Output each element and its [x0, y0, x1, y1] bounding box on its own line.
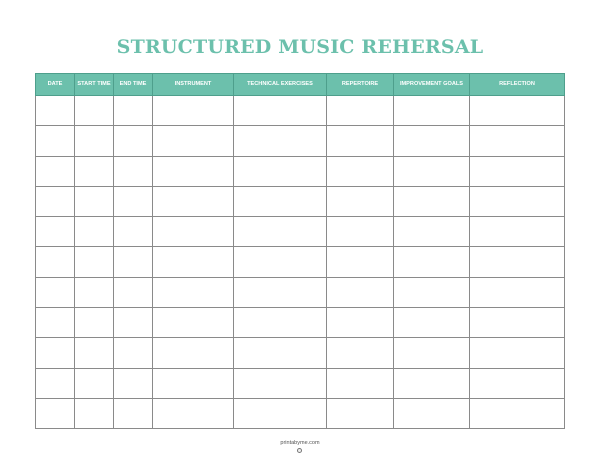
table-cell[interactable] — [327, 368, 394, 398]
table-cell[interactable] — [470, 96, 565, 126]
footer-site-text: printabyme.com — [280, 440, 320, 446]
table-cell[interactable] — [327, 156, 394, 186]
table-cell[interactable] — [75, 247, 114, 277]
table-body — [36, 96, 565, 429]
table-cell[interactable] — [394, 247, 470, 277]
table-row — [36, 277, 565, 307]
table-cell[interactable] — [153, 96, 234, 126]
table-cell[interactable] — [36, 217, 75, 247]
table-cell[interactable] — [327, 186, 394, 216]
table-cell[interactable] — [394, 96, 470, 126]
table-cell[interactable] — [114, 338, 153, 368]
table-cell[interactable] — [36, 186, 75, 216]
table-cell[interactable] — [234, 217, 327, 247]
table-cell[interactable] — [234, 96, 327, 126]
table-cell[interactable] — [327, 96, 394, 126]
table-cell[interactable] — [36, 398, 75, 428]
table-cell[interactable] — [394, 126, 470, 156]
table-cell[interactable] — [114, 308, 153, 338]
table-cell[interactable] — [234, 368, 327, 398]
table-cell[interactable] — [394, 398, 470, 428]
table-row — [36, 96, 565, 126]
table-cell[interactable] — [36, 277, 75, 307]
table-cell[interactable] — [470, 338, 565, 368]
table-cell[interactable] — [114, 277, 153, 307]
table-cell[interactable] — [470, 126, 565, 156]
table-cell[interactable] — [75, 156, 114, 186]
table-cell[interactable] — [114, 156, 153, 186]
column-header-repertoire: REPERTOIRE — [327, 74, 394, 96]
table-cell[interactable] — [234, 277, 327, 307]
table-cell[interactable] — [394, 368, 470, 398]
table-cell[interactable] — [394, 217, 470, 247]
table-cell[interactable] — [36, 368, 75, 398]
table-cell[interactable] — [470, 308, 565, 338]
table-cell[interactable] — [153, 217, 234, 247]
column-header-date: DATE — [36, 74, 75, 96]
table-cell[interactable] — [327, 247, 394, 277]
table-cell[interactable] — [114, 217, 153, 247]
table-cell[interactable] — [470, 186, 565, 216]
table-cell[interactable] — [114, 247, 153, 277]
table-cell[interactable] — [114, 398, 153, 428]
table-row — [36, 338, 565, 368]
table-cell[interactable] — [36, 338, 75, 368]
table-cell[interactable] — [234, 308, 327, 338]
table-cell[interactable] — [394, 156, 470, 186]
table-cell[interactable] — [327, 398, 394, 428]
table-row — [36, 368, 565, 398]
column-header-reflection: REFLECTION — [470, 74, 565, 96]
table-cell[interactable] — [36, 96, 75, 126]
column-header-improvement-goals: IMPROVEMENT GOALS — [394, 74, 470, 96]
table-row — [36, 308, 565, 338]
table-cell[interactable] — [327, 308, 394, 338]
table-cell[interactable] — [75, 277, 114, 307]
column-header-end-time: END TIME — [114, 74, 153, 96]
table-row — [36, 217, 565, 247]
table-cell[interactable] — [470, 277, 565, 307]
table-cell[interactable] — [153, 186, 234, 216]
table-cell[interactable] — [153, 338, 234, 368]
table-cell[interactable] — [114, 126, 153, 156]
rehearsal-log-table — [35, 73, 565, 429]
table-cell[interactable] — [394, 308, 470, 338]
table-cell[interactable] — [75, 398, 114, 428]
table-cell[interactable] — [75, 126, 114, 156]
table-cell[interactable] — [470, 217, 565, 247]
table-cell[interactable] — [470, 156, 565, 186]
table-cell[interactable] — [470, 368, 565, 398]
table-row — [36, 126, 565, 156]
table-cell[interactable] — [153, 247, 234, 277]
table-cell[interactable] — [36, 156, 75, 186]
table-cell[interactable] — [470, 398, 565, 428]
table-cell[interactable] — [234, 186, 327, 216]
column-header-instrument: INSTRUMENT — [153, 74, 234, 96]
table-row — [36, 247, 565, 277]
table-cell[interactable] — [394, 186, 470, 216]
page-title: STRUCTURED MUSIC REHERSAL — [116, 36, 484, 58]
table-cell[interactable] — [114, 186, 153, 216]
table-cell[interactable] — [327, 277, 394, 307]
table-cell[interactable] — [153, 308, 234, 338]
table-cell[interactable] — [394, 277, 470, 307]
column-header-technical-exercises: TECHNICAL EXERCISES — [234, 74, 327, 96]
table-row — [36, 186, 565, 216]
table-cell[interactable] — [234, 126, 327, 156]
table-cell[interactable] — [75, 368, 114, 398]
logo-mark-icon — [297, 448, 302, 453]
table-cell[interactable] — [114, 368, 153, 398]
table-cell[interactable] — [234, 156, 327, 186]
table-cell[interactable] — [153, 277, 234, 307]
column-header-start-time: START TIME — [75, 74, 114, 96]
table-cell[interactable] — [153, 368, 234, 398]
table-cell[interactable] — [75, 217, 114, 247]
table-header-row — [36, 74, 565, 96]
table-cell[interactable] — [75, 186, 114, 216]
table-cell[interactable] — [153, 126, 234, 156]
table-cell[interactable] — [36, 308, 75, 338]
table-cell[interactable] — [470, 247, 565, 277]
table-cell[interactable] — [75, 338, 114, 368]
table-cell[interactable] — [36, 126, 75, 156]
table-cell[interactable] — [75, 96, 114, 126]
table-cell[interactable] — [327, 338, 394, 368]
table-cell[interactable] — [114, 96, 153, 126]
table-cell[interactable] — [327, 126, 394, 156]
table-row — [36, 156, 565, 186]
table-cell[interactable] — [36, 247, 75, 277]
table-cell[interactable] — [394, 338, 470, 368]
table-cell[interactable] — [327, 217, 394, 247]
table-cell[interactable] — [234, 247, 327, 277]
table-cell[interactable] — [234, 398, 327, 428]
table-cell[interactable] — [234, 338, 327, 368]
table-cell[interactable] — [153, 156, 234, 186]
table-cell[interactable] — [75, 308, 114, 338]
table-row — [36, 398, 565, 428]
table-cell[interactable] — [153, 398, 234, 428]
